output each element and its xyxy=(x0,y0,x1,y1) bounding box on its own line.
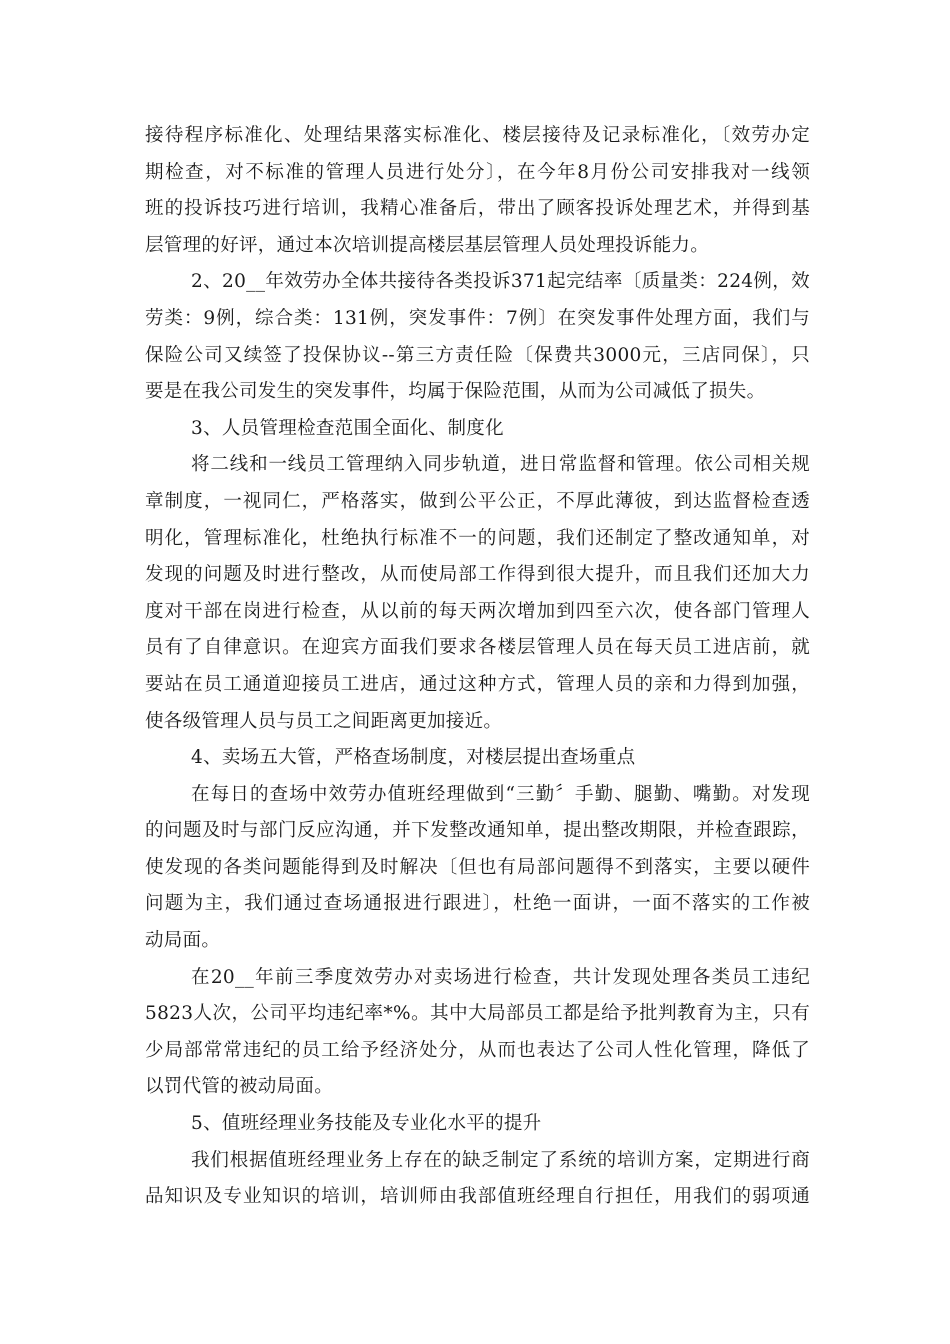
text-line: 我们根据值班经理业务上存在的缺乏制定了系统的培训方案，定期进行商 xyxy=(191,1149,810,1171)
text-line: 使各级管理人员与员工之间距离更加接近。 xyxy=(145,710,503,732)
text-line: 期检查，对不标准的管理人员进行处分〕，在今年8月份公司安排我对一线领 xyxy=(145,161,810,183)
body-text xyxy=(145,118,810,1216)
text-line: 在20__年前三季度效劳办对卖场进行检查，共计发现处理各类员工违纪 xyxy=(191,966,810,988)
text-line: 使发现的各类问题能得到及时解决〔但也有局部问题得不到落实，主要以硬件 xyxy=(145,856,810,878)
text-line: 班的投诉技巧进行培训，我精心准备后，带出了顾客投诉处理艺术，并得到基 xyxy=(145,198,810,220)
text-line: 少局部常常违纪的员工给予经济处分，从而也表达了公司人性化管理，降低了 xyxy=(145,1039,810,1061)
text-line: 明化，管理标准化，杜绝执行标准不一的问题，我们还制定了整改通知单，对 xyxy=(145,527,810,549)
text-line: 要是在我公司发生的突发事件，均属于保险范围，从而为公司减低了损失。 xyxy=(145,381,766,403)
text-line: 劳类：9例，综合类：131例，突发事件：7例〕在突发事件处理方面，我们与 xyxy=(145,307,810,329)
text-line: 要站在员工通道迎接员工进店，通过这种方式，管理人员的亲和力得到加强， xyxy=(145,673,810,695)
text-line: 3、人员管理检查范围全面化、制度化 xyxy=(191,417,504,439)
text-line: 接待程序标准化、处理结果落实标准化、楼层接待及记录标准化，〔效劳办定 xyxy=(145,125,810,146)
text-line: 将二线和一线员工管理纳入同步轨道，进日常监督和管理。依公司相关规 xyxy=(191,454,810,476)
text-line: 层管理的好评，通过本次培训提高楼层基层管理人员处理投诉能力。 xyxy=(145,234,710,256)
text-line: 品知识及专业知识的培训，培训师由我部值班经理自行担任，用我们的弱项通 xyxy=(145,1186,810,1208)
text-line: 的问题及时与部门反应沟通，并下发整改通知单，提出整改期限，并检查跟踪， xyxy=(145,820,810,842)
text-line: 2、20__年效劳办全体共接待各类投诉371起完结率〔质量类：224例，效 xyxy=(191,271,810,293)
text-line: 5823人次，公司平均违纪率*%。其中大局部员工都是给予批判教育为主，只有 xyxy=(145,1003,810,1025)
text-line: 动局面。 xyxy=(145,930,221,952)
text-line: 问题为主，我们通过查场通报进行跟进〕，杜绝一面讲，一面不落实的工作被 xyxy=(145,893,810,915)
text-line: 以罚代管的被动局面。 xyxy=(145,1076,334,1098)
text-line: 5、值班经理业务技能及专业化水平的提升 xyxy=(191,1113,542,1135)
text-line: 保险公司又续签了投保协议--第三方责任险〔保费共3000元，三店同保〕，只 xyxy=(145,344,810,366)
text-line: 在每日的查场中效劳办值班经理做到“三勤〞手勤、腿勤、嘴勤。对发现 xyxy=(191,783,810,805)
text-line: 发现的问题及时进行整改，从而使局部工作得到很大提升，而且我们还加大力 xyxy=(145,564,810,586)
text-line: 章制度，一视同仁，严格落实，做到公平公正，不厚此薄彼，到达监督检查透 xyxy=(145,490,810,512)
text-line: 4、卖场五大管，严格查场制度，对楼层提出查场重点 xyxy=(191,747,636,769)
text-line: 员有了自律意识。在迎宾方面我们要求各楼层管理人员在每天员工进店前，就 xyxy=(145,637,810,659)
text-line: 度对干部在岗进行检查，从以前的每天两次增加到四至六次，使各部门管理人 xyxy=(145,600,810,622)
